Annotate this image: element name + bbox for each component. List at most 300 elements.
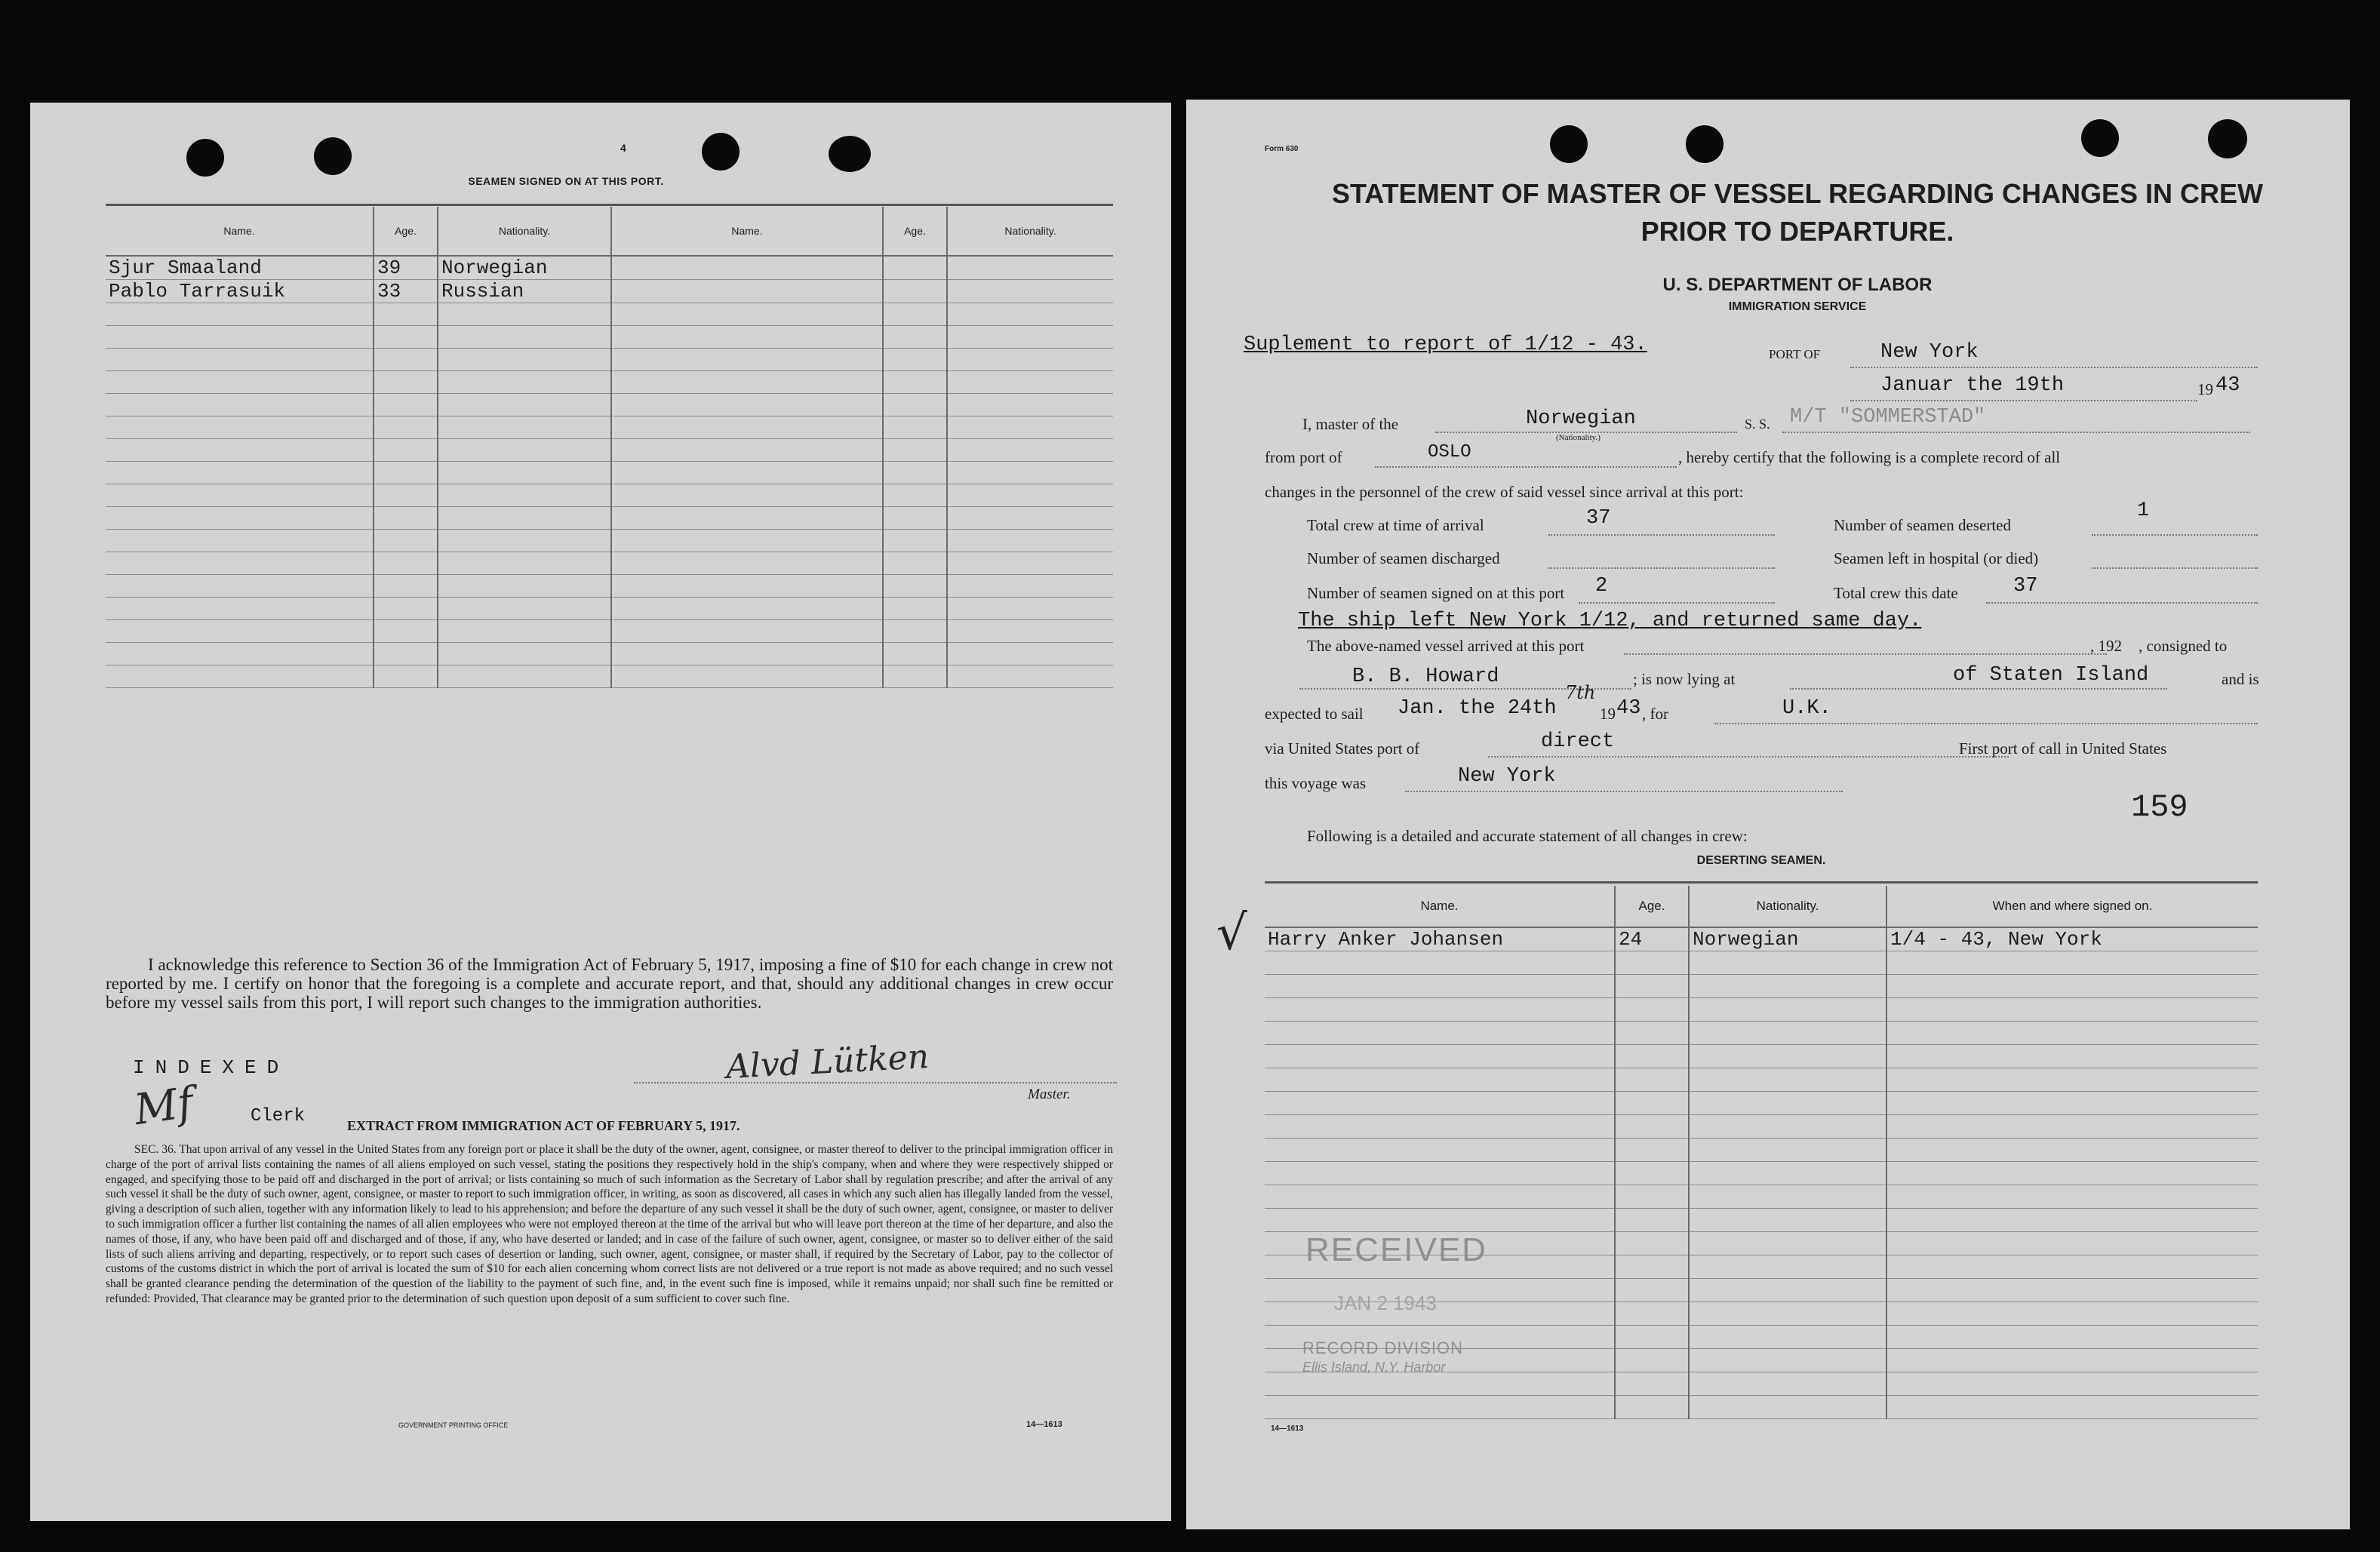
table-cell (883, 643, 947, 665)
destination-line (1714, 723, 2258, 724)
table-cell (1689, 951, 1886, 975)
table-cell (611, 439, 883, 462)
received-stamp: RECEIVED (1305, 1231, 1487, 1268)
table-cell (1615, 1092, 1689, 1115)
form-label: Form 630 (1265, 145, 1299, 153)
table-cell (1886, 1115, 2258, 1139)
ship-line (1782, 432, 2250, 433)
table-cell (947, 326, 1113, 349)
table-row (106, 507, 1113, 530)
table-cell (106, 598, 374, 620)
table-cell (611, 462, 883, 484)
total-crew-date: 37 (2013, 575, 2038, 598)
table-row (106, 280, 1113, 303)
table-cell (1689, 998, 1886, 1022)
table-cell (374, 439, 438, 462)
table-cell (883, 462, 947, 484)
voyage-label: this voyage was (1265, 774, 1367, 792)
from-port-line (1375, 466, 1677, 468)
sail-year-prefix: 19 (1600, 705, 1616, 723)
from-port-value: OSLO (1428, 442, 1471, 463)
changes-text: changes in the personnel of the crew of said vessel since arrival at this port: (1265, 483, 1744, 501)
table-cell (947, 462, 1113, 484)
table-cell (1886, 1185, 2258, 1209)
acknowledgment-text: I acknowledge this reference to Section 36 of the Immigration Act of February 5, 1917, imposing a fine of $10 for each change in crew not reported by me. I certify on honor that the foregoing is a complete and accurate report, and that, should any additional changes in crew occur before my vessel sails from this port, I will report such changes to the immigration authorities. (106, 955, 1113, 1012)
deserted-label: Number of seamen deserted (1834, 516, 2011, 534)
table-cell (1615, 1162, 1689, 1185)
table-cell (1689, 1045, 1886, 1068)
table-row (106, 326, 1113, 349)
table-row (1265, 951, 2258, 975)
table-cell (1886, 1209, 2258, 1232)
table-cell (611, 349, 883, 371)
table-cell (1886, 1092, 2258, 1115)
table-cell (1689, 1232, 1886, 1255)
table-cell (947, 371, 1113, 394)
date-line (1850, 400, 2197, 401)
table-cell (1265, 1162, 1615, 1185)
table-row (106, 416, 1113, 439)
arrival-date-line (1624, 653, 2107, 655)
lying-text: ; is now lying at (1633, 670, 1736, 688)
master-label: Master. (1028, 1086, 1071, 1102)
table-cell (374, 349, 438, 371)
table-cell (1689, 1255, 1886, 1279)
table-cell (1265, 1092, 1615, 1115)
table-cell: Norwegian (1689, 927, 1886, 951)
table-cell (947, 303, 1113, 326)
for-label: , for (1642, 705, 1668, 723)
column-header: Name. (611, 207, 883, 256)
table-cell (883, 552, 947, 575)
table-cell (106, 326, 374, 349)
page-number: 4 (620, 142, 626, 154)
table-cell (1615, 1232, 1689, 1255)
table-cell (1689, 975, 1886, 998)
nationality-caption: (Nationality.) (1556, 433, 1601, 442)
record-location: Ellis Island, N.Y. Harbor (1302, 1360, 1446, 1375)
table-cell (947, 416, 1113, 439)
table-header-row (106, 207, 1113, 256)
table-cell (611, 394, 883, 416)
table-top-rule (1265, 881, 2258, 884)
table-cell (374, 462, 438, 484)
ss-label: S. S. (1745, 416, 1770, 432)
total-crew-date-label: Total crew this date (1834, 584, 1958, 602)
table-cell (883, 665, 947, 688)
table-cell (611, 598, 883, 620)
field-line (2092, 534, 2258, 536)
table-cell (883, 280, 947, 303)
table-cell (1886, 1302, 2258, 1326)
voyage-line (1405, 791, 1843, 792)
table-cell (106, 552, 374, 575)
table-row (1265, 1115, 2258, 1139)
table-cell (1886, 998, 2258, 1022)
ship-name: M/T "SOMMERSTAD" (1790, 406, 1986, 429)
table-cell (947, 643, 1113, 665)
table-row (106, 575, 1113, 598)
table-cell (1265, 1209, 1615, 1232)
nationality-value: Norwegian (1526, 407, 1636, 430)
table-row (1265, 1022, 2258, 1045)
table-cell (438, 349, 611, 371)
date-value: Januar the 19th (1880, 374, 2065, 397)
discharged-label: Number of seamen discharged (1307, 549, 1500, 567)
table-cell (1265, 1279, 1615, 1302)
table-cell: 33 (374, 280, 438, 303)
table-cell (611, 575, 883, 598)
column-header: Age. (883, 207, 947, 256)
table-cell (438, 326, 611, 349)
deserting-title: DESERTING SEAMEN. (1696, 854, 1826, 867)
table-cell (1886, 975, 2258, 998)
table-cell (1689, 1022, 1886, 1045)
table-cell (1886, 1139, 2258, 1162)
table-cell (611, 303, 883, 326)
table-row (106, 598, 1113, 620)
port-label: PORT OF (1769, 347, 1821, 361)
table-cell (1265, 1396, 1615, 1419)
consigned-text: , consigned to (2139, 637, 2228, 655)
table-cell (611, 280, 883, 303)
column-header: Nationality. (947, 207, 1113, 256)
table-cell: 39 (374, 256, 438, 280)
sail-date: Jan. the 24th (1398, 697, 1557, 720)
table-cell (374, 371, 438, 394)
table-cell (1689, 1372, 1886, 1396)
table-cell (883, 326, 947, 349)
table-cell (1689, 1115, 1886, 1139)
table-cell (1615, 1326, 1689, 1349)
column-header: Nationality. (1689, 886, 1886, 927)
table-cell (1689, 1185, 1886, 1209)
table-cell (1615, 1396, 1689, 1419)
remark: The ship left New York 1/12, and returned same day. (1298, 610, 1922, 632)
column-header: When and where signed on. (1886, 886, 2258, 927)
table-cell (374, 416, 438, 439)
table-cell (883, 303, 947, 326)
table-cell (611, 643, 883, 665)
via-line (1488, 756, 2009, 758)
table-cell (106, 484, 374, 507)
table-cell (883, 394, 947, 416)
table-cell (1689, 1068, 1886, 1092)
punch-hole (829, 136, 871, 172)
department: U. S. DEPARTMENT OF LABOR (1662, 275, 1933, 295)
extract-title: EXTRACT FROM IMMIGRATION ACT OF FEBRUARY 5, 1917. (347, 1118, 740, 1133)
table-cell (1886, 1372, 2258, 1396)
clerk-stamp: Clerk (251, 1106, 306, 1126)
column-header: Age. (1615, 886, 1689, 927)
table-cell (611, 484, 883, 507)
table-cell (1886, 1045, 2258, 1068)
table-cell (1265, 1045, 1615, 1068)
table-cell (1265, 1139, 1615, 1162)
table-cell (438, 575, 611, 598)
table-cell (1886, 1279, 2258, 1302)
table-cell (1886, 1232, 2258, 1255)
indexed-stamp: INDEXED (133, 1056, 290, 1079)
table-cell (611, 552, 883, 575)
service: IMMIGRATION SERVICE (1728, 300, 1867, 313)
signed-on-table (106, 207, 1113, 688)
table-row (106, 620, 1113, 643)
table-cell (1886, 951, 2258, 975)
table-cell (947, 256, 1113, 280)
table-cell (611, 665, 883, 688)
voyage-value: New York (1458, 765, 1556, 788)
table-row (106, 371, 1113, 394)
field-line (1579, 602, 1775, 604)
title-line-2: PRIOR TO DEPARTURE. (1640, 216, 1954, 247)
table-row (1265, 1162, 2258, 1185)
punch-hole (2208, 119, 2247, 158)
punch-hole (1550, 125, 1588, 163)
table-cell (883, 371, 947, 394)
table-cell (1265, 951, 1615, 975)
total-crew-arrival-label: Total crew at time of arrival (1307, 516, 1484, 534)
table-cell (883, 256, 947, 280)
table-cell (611, 507, 883, 530)
table-cell (1689, 1326, 1886, 1349)
table-cell (1615, 1209, 1689, 1232)
table-cell (1886, 1162, 2258, 1185)
table-cell (611, 416, 883, 439)
table-cell (1689, 1302, 1886, 1326)
sail-year: 43 (1616, 697, 1641, 720)
table-cell (883, 530, 947, 552)
table-cell: Norwegian (438, 256, 611, 280)
table-header-row (1265, 886, 2258, 927)
table-row (106, 349, 1113, 371)
sail-date-correction: 7th (1565, 682, 1596, 703)
table-row (106, 439, 1113, 462)
table-cell (106, 530, 374, 552)
table-cell (374, 394, 438, 416)
table-cell (438, 416, 611, 439)
page-stamp-number: 159 (2131, 789, 2188, 825)
signed-on-label: Number of seamen signed on at this port (1307, 584, 1565, 602)
table-row (1265, 1209, 2258, 1232)
table-cell (438, 530, 611, 552)
table-cell (1689, 1396, 1886, 1419)
table-cell (374, 530, 438, 552)
left-form-code: 14—1613 (1026, 1420, 1062, 1429)
via-value: direct (1541, 730, 1615, 753)
master-signature: Alvd Lütken (724, 1037, 930, 1087)
table-row (106, 665, 1113, 688)
table-cell (374, 598, 438, 620)
table-cell (1689, 1209, 1886, 1232)
table-cell (1886, 1396, 2258, 1419)
table-row (1265, 975, 2258, 998)
following-text: Following is a detailed and accurate statement of all changes in crew: (1307, 827, 1748, 845)
table-row (106, 484, 1113, 507)
lying-line (1790, 688, 2167, 690)
title-line-1: STATEMENT OF MASTER OF VESSEL REGARDING CHANGES IN CREW (1331, 178, 2264, 209)
left-page (30, 103, 1171, 1521)
table-cell (438, 303, 611, 326)
right-page (1186, 100, 2350, 1529)
column-header: Name. (106, 207, 374, 256)
punch-hole (314, 137, 352, 175)
table-cell (947, 394, 1113, 416)
table-cell (1886, 1349, 2258, 1372)
table-cell (438, 643, 611, 665)
table-cell (438, 552, 611, 575)
via-label: via United States port of (1265, 739, 1420, 758)
table-cell (947, 620, 1113, 643)
master-of-label: I, master of the (1302, 415, 1399, 433)
table-cell (947, 598, 1113, 620)
table-cell (438, 620, 611, 643)
table-cell (374, 575, 438, 598)
table-cell (106, 575, 374, 598)
table-cell (374, 643, 438, 665)
table-row (1265, 1372, 2258, 1396)
table-cell (438, 598, 611, 620)
table-cell (106, 439, 374, 462)
year-value: 43 (2215, 374, 2240, 397)
year-prefix: 19 (2197, 380, 2213, 398)
column-header: Name. (1265, 886, 1615, 927)
table-cell (883, 484, 947, 507)
table-cell (1615, 1022, 1689, 1045)
table-cell (438, 507, 611, 530)
table-cell (883, 598, 947, 620)
table-cell (947, 349, 1113, 371)
table-row (106, 530, 1113, 552)
table-cell (1689, 1139, 1886, 1162)
table-cell (611, 326, 883, 349)
table-cell (1265, 1185, 1615, 1209)
table-cell (374, 665, 438, 688)
table-cell (1265, 1372, 1615, 1396)
table-cell (947, 507, 1113, 530)
table-cell (1689, 1092, 1886, 1115)
table-title: SEAMEN SIGNED ON AT THIS PORT. (468, 175, 664, 187)
table-cell (106, 665, 374, 688)
port-line (1850, 367, 2258, 368)
table-cell (106, 462, 374, 484)
arrived-text: The above-named vessel arrived at this port (1307, 637, 1585, 655)
printing-office: GOVERNMENT PRINTING OFFICE (398, 1421, 509, 1429)
clerk-initials: Mf (131, 1077, 197, 1136)
table-cell (1886, 1022, 2258, 1045)
table-cell: 24 (1615, 927, 1689, 951)
punch-hole (1686, 125, 1724, 163)
table-cell (883, 620, 947, 643)
table-row (1265, 1045, 2258, 1068)
hospital-label: Seamen left in hospital (or died) (1834, 549, 2039, 567)
table-cell (883, 416, 947, 439)
table-cell (1615, 951, 1689, 975)
table-cell (611, 530, 883, 552)
table-cell (438, 439, 611, 462)
table-cell (106, 303, 374, 326)
supplement-note: Suplement to report of 1/12 - 43. (1244, 333, 1647, 356)
table-row (1265, 1396, 2258, 1419)
column-header: Age. (374, 207, 438, 256)
table-cell (947, 530, 1113, 552)
table-cell: Russian (438, 280, 611, 303)
table-cell (1265, 975, 1615, 998)
record-division: RECORD DIVISION (1302, 1338, 1464, 1357)
table-cell (883, 439, 947, 462)
table-cell (438, 484, 611, 507)
table-cell (947, 439, 1113, 462)
table-cell (374, 326, 438, 349)
table-cell (883, 507, 947, 530)
table-cell (106, 620, 374, 643)
table-cell (1886, 1068, 2258, 1092)
table-cell (106, 643, 374, 665)
table-row (106, 552, 1113, 575)
table-row (106, 462, 1113, 484)
table-row (1265, 998, 2258, 1022)
table-cell (883, 575, 947, 598)
table-cell (1615, 1115, 1689, 1139)
first-port-label: First port of call in United States (1959, 739, 2167, 758)
column-header: Nationality. (438, 207, 611, 256)
and-is: and is (2222, 670, 2259, 688)
table-cell (611, 371, 883, 394)
table-cell (883, 349, 947, 371)
table-row (1265, 927, 2258, 951)
deserted-count: 1 (2137, 499, 2150, 522)
table-cell (106, 507, 374, 530)
table-row (106, 303, 1113, 326)
table-row (1265, 1185, 2258, 1209)
table-cell (374, 620, 438, 643)
table-cell (1615, 975, 1689, 998)
table-cell (438, 394, 611, 416)
table-cell (106, 349, 374, 371)
table-row (1265, 1068, 2258, 1092)
table-cell (1265, 1068, 1615, 1092)
table-cell (1615, 1372, 1689, 1396)
table-cell (1615, 1279, 1689, 1302)
field-line (1548, 567, 1775, 569)
table-cell (1689, 1349, 1886, 1372)
table-cell (611, 256, 883, 280)
table-cell (947, 552, 1113, 575)
table-cell (374, 552, 438, 575)
table-row (106, 256, 1113, 280)
table-cell (106, 416, 374, 439)
table-cell (438, 371, 611, 394)
table-cell (1615, 998, 1689, 1022)
table-cell (1615, 1302, 1689, 1326)
table-cell (947, 665, 1113, 688)
table-cell: Pablo Tarrasuik (106, 280, 374, 303)
table-cell (1615, 1185, 1689, 1209)
table-cell (1615, 1255, 1689, 1279)
signature-line (634, 1082, 1117, 1083)
table-cell (1615, 1045, 1689, 1068)
table-row (1265, 1092, 2258, 1115)
table-cell (438, 462, 611, 484)
table-cell (1689, 1162, 1886, 1185)
expected-label: expected to sail (1265, 705, 1364, 723)
port-value: New York (1880, 341, 1979, 364)
table-row (106, 394, 1113, 416)
received-date: JAN 2 1943 (1334, 1292, 1437, 1314)
field-line (2092, 567, 2258, 569)
table-row (106, 643, 1113, 665)
table-cell (374, 303, 438, 326)
